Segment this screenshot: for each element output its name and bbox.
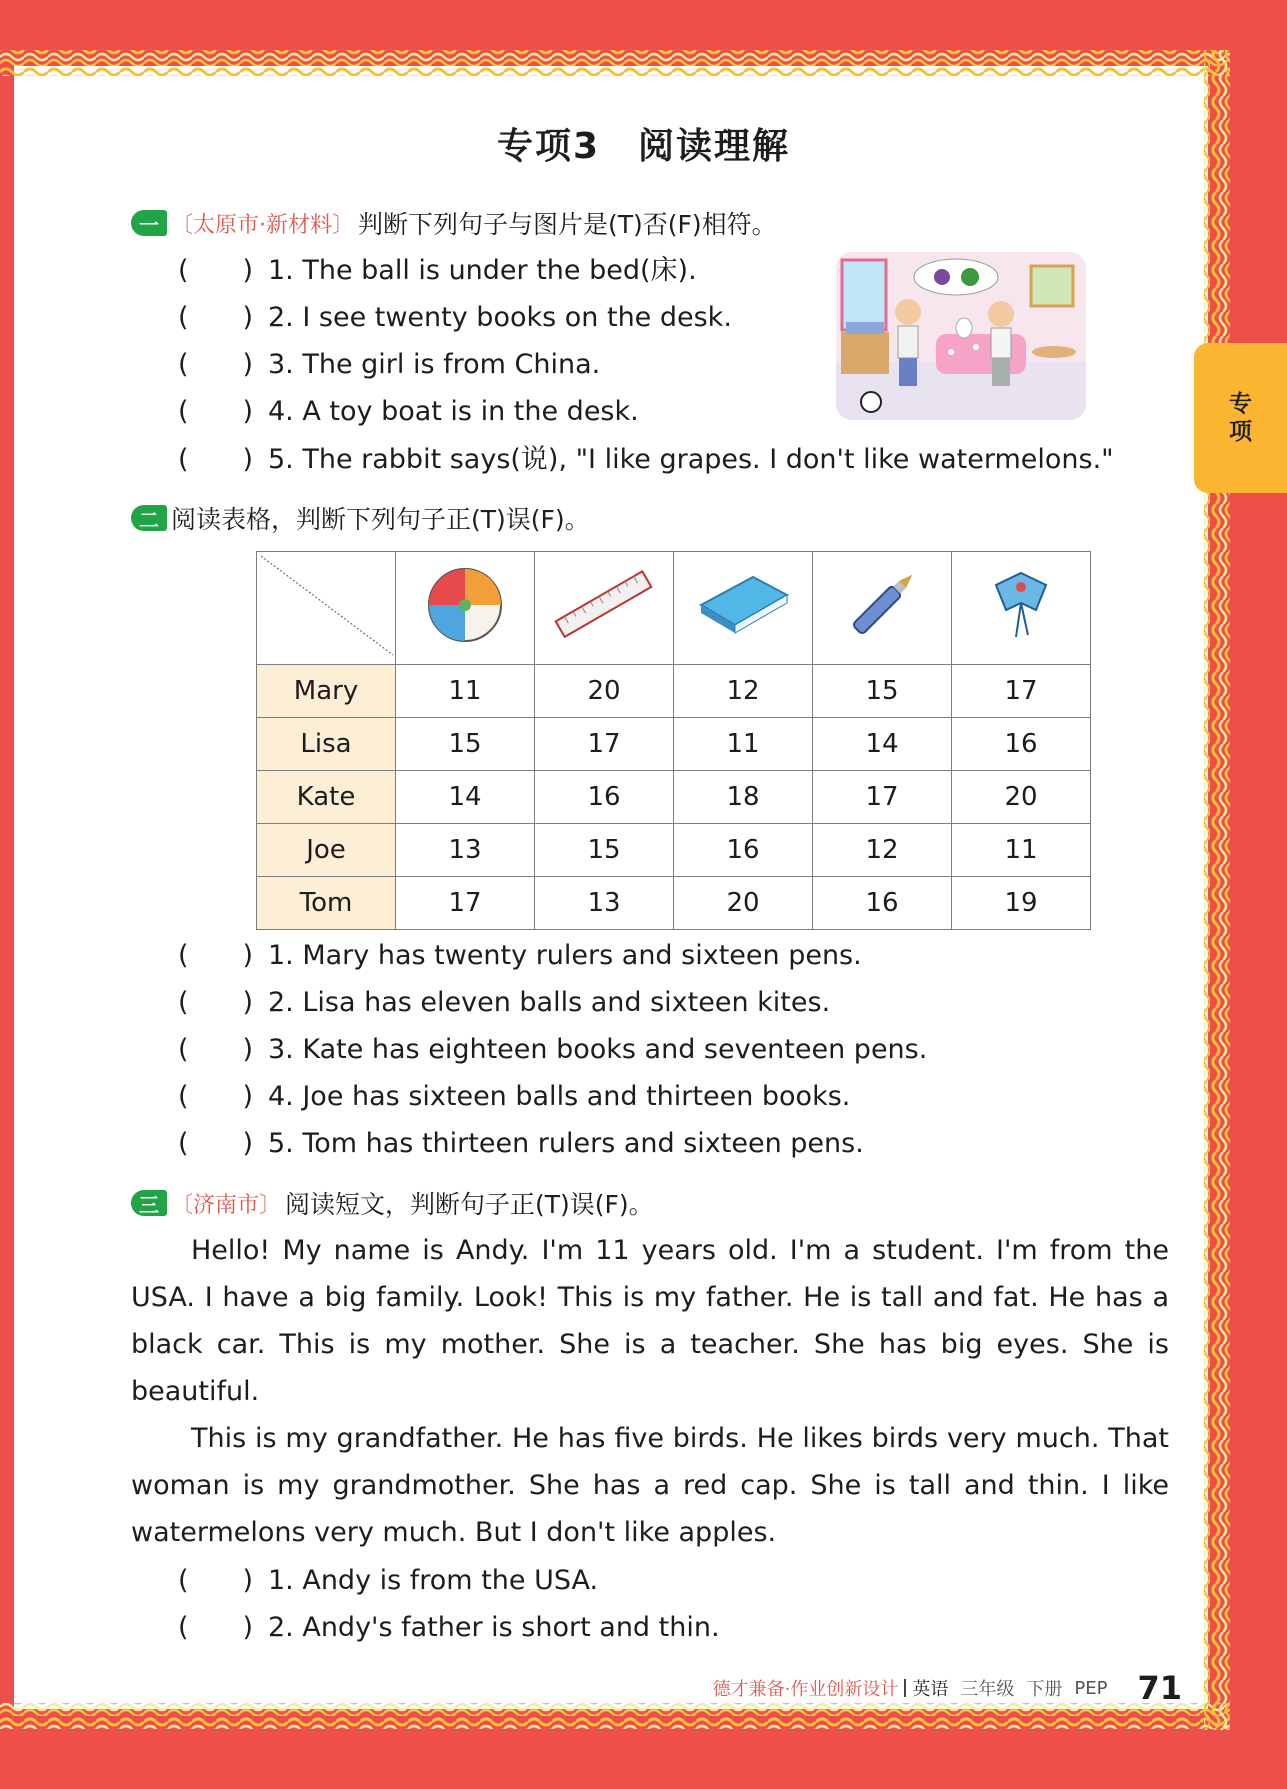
s1-question-4 bbox=[178, 392, 639, 432]
table-cell: 14 bbox=[396, 771, 535, 824]
question-text: 2. Lisa has eleven balls and sixteen kites. bbox=[268, 987, 831, 1018]
footer-volume: 下册 bbox=[1026, 1679, 1063, 1700]
answer-blank[interactable]: ( ) bbox=[178, 255, 254, 286]
table-cell: 14 bbox=[813, 718, 952, 771]
answer-blank[interactable]: ( ) bbox=[178, 444, 254, 475]
question-text: 2. I see twenty books on the desk. bbox=[268, 302, 732, 333]
section3-instruction: 阅读短文，判断句子正(T)误(F)。 bbox=[285, 1190, 654, 1219]
question-text: 3. Kate has eighteen books and seventeen pens. bbox=[268, 1034, 928, 1065]
table-cell: 20 bbox=[952, 771, 1091, 824]
table-cell: 15 bbox=[813, 665, 952, 718]
col-ball bbox=[396, 552, 535, 665]
table-cell: 18 bbox=[674, 771, 813, 824]
table-row bbox=[257, 771, 1091, 824]
section3-badge: 三 bbox=[131, 1190, 167, 1216]
pen-icon bbox=[837, 565, 927, 645]
section1-source: 〔太原市·新材料〕 bbox=[171, 212, 354, 238]
col-book bbox=[674, 552, 813, 665]
table-cell: 11 bbox=[674, 718, 813, 771]
col-kite bbox=[952, 552, 1091, 665]
answer-blank[interactable]: ( ) bbox=[178, 1034, 254, 1065]
passage-paragraph-2: This is my grandfather. He has five birds. He likes birds very much. That woman is my grandmother. She has a red cap. She is tall and thin. I like watermelons very much. But I don't like apples. bbox=[131, 1423, 1169, 1548]
footer-edition: PEP bbox=[1074, 1677, 1108, 1699]
side-tab-special-topic bbox=[1194, 343, 1287, 493]
question-text: 1. The ball is under the bed(床). bbox=[268, 255, 697, 286]
row-name: Kate bbox=[257, 771, 396, 824]
table-cell: 19 bbox=[952, 877, 1091, 930]
question-text: 2. Andy's father is short and thin. bbox=[268, 1612, 720, 1643]
ruler-icon bbox=[549, 565, 659, 645]
kite-icon bbox=[976, 565, 1066, 645]
col-ruler bbox=[535, 552, 674, 665]
question-text: 4. Joe has sixteen balls and thirteen books. bbox=[268, 1081, 851, 1112]
s2-question-4 bbox=[178, 1077, 850, 1117]
footer-divider bbox=[904, 1679, 906, 1697]
table-row bbox=[257, 824, 1091, 877]
table-cell: 20 bbox=[535, 665, 674, 718]
row-name: Mary bbox=[257, 665, 396, 718]
s1-question-5 bbox=[178, 440, 1114, 480]
question-text: 5. Tom has thirteen rulers and sixteen pens. bbox=[268, 1128, 864, 1159]
s1-question-1 bbox=[178, 251, 697, 291]
ball-icon bbox=[425, 565, 505, 645]
s2-question-1 bbox=[178, 936, 862, 976]
table-cell: 17 bbox=[535, 718, 674, 771]
table-cell: 12 bbox=[813, 824, 952, 877]
answer-blank[interactable]: ( ) bbox=[178, 349, 254, 380]
items-table bbox=[256, 551, 1091, 930]
table-cell: 13 bbox=[396, 824, 535, 877]
table-cell: 16 bbox=[813, 877, 952, 930]
page-number: 71 bbox=[1137, 1669, 1182, 1707]
side-tab-char-1: 专 bbox=[1229, 391, 1252, 417]
row-name: Joe bbox=[257, 824, 396, 877]
table-cell: 16 bbox=[674, 824, 813, 877]
question-text: 3. The girl is from China. bbox=[268, 349, 601, 380]
table-cell: 17 bbox=[952, 665, 1091, 718]
table-cell: 16 bbox=[952, 718, 1091, 771]
page-footer bbox=[713, 1669, 1182, 1707]
diagonal-corner-cell bbox=[257, 552, 396, 665]
footer-brand: 德才兼备·作业创新设计 bbox=[712, 1679, 899, 1700]
footer-grade: 三年级 bbox=[960, 1679, 1015, 1700]
table-cell: 20 bbox=[674, 877, 813, 930]
answer-blank[interactable]: ( ) bbox=[178, 302, 254, 333]
side-tab-char-2: 项 bbox=[1229, 419, 1252, 445]
table-cell: 16 bbox=[535, 771, 674, 824]
question-text: 1. Mary has twenty rulers and sixteen pens. bbox=[268, 940, 862, 971]
section3-source: 〔济南市〕 bbox=[171, 1192, 282, 1218]
table-cell: 12 bbox=[674, 665, 813, 718]
table-cell: 17 bbox=[813, 771, 952, 824]
bedroom-illustration bbox=[836, 252, 1086, 420]
s2-question-2 bbox=[178, 983, 830, 1023]
table-cell: 17 bbox=[396, 877, 535, 930]
section1-header bbox=[131, 206, 777, 240]
section2-header bbox=[131, 501, 590, 535]
table-cell: 11 bbox=[396, 665, 535, 718]
section3-header bbox=[131, 1186, 654, 1220]
table-cell: 13 bbox=[535, 877, 674, 930]
s3-question-1 bbox=[178, 1561, 598, 1601]
s1-question-2 bbox=[178, 298, 732, 338]
book-icon bbox=[693, 565, 793, 645]
footer-subject: 英语 bbox=[912, 1679, 949, 1700]
section2-badge: 二 bbox=[131, 505, 167, 531]
table-row bbox=[257, 718, 1091, 771]
s3-question-2 bbox=[178, 1608, 720, 1648]
table-row bbox=[257, 665, 1091, 718]
passage-paragraph-1: Hello! My name is Andy. I'm 11 years old. I'm a student. I'm from the USA. I have a big family. Look! This is my father. He is tall and fat. He has a black car. This is my mother. She is a teacher. She has big eyes. She is beautiful. bbox=[131, 1235, 1169, 1407]
section1-badge: 一 bbox=[131, 210, 167, 236]
answer-blank[interactable]: ( ) bbox=[178, 987, 254, 1018]
col-pen bbox=[813, 552, 952, 665]
answer-blank[interactable]: ( ) bbox=[178, 1612, 254, 1643]
answer-blank[interactable]: ( ) bbox=[178, 1565, 254, 1596]
answer-blank[interactable]: ( ) bbox=[178, 396, 254, 427]
answer-blank[interactable]: ( ) bbox=[178, 1081, 254, 1112]
row-name: Lisa bbox=[257, 718, 396, 771]
answer-blank[interactable]: ( ) bbox=[178, 1128, 254, 1159]
section2-instruction: 阅读表格，判断下列句子正(T)误(F)。 bbox=[171, 505, 590, 534]
question-text: 1. Andy is from the USA. bbox=[268, 1565, 599, 1596]
question-text: 5. The rabbit says(说), "I like grapes. I don't like watermelons." bbox=[268, 444, 1114, 475]
section1-instruction: 判断下列句子与图片是(T)否(F)相符。 bbox=[358, 210, 777, 239]
s2-question-3 bbox=[178, 1030, 927, 1070]
answer-blank[interactable]: ( ) bbox=[178, 940, 254, 971]
s2-question-5 bbox=[178, 1124, 864, 1164]
table-row bbox=[257, 877, 1091, 930]
page-title: 专项3 阅读理解 bbox=[496, 126, 791, 167]
row-name: Tom bbox=[257, 877, 396, 930]
table-cell: 11 bbox=[952, 824, 1091, 877]
s1-question-3 bbox=[178, 345, 600, 385]
table-cell: 15 bbox=[396, 718, 535, 771]
table-cell: 15 bbox=[535, 824, 674, 877]
reading-passage bbox=[131, 1227, 1169, 1556]
table-header-row bbox=[257, 552, 1091, 665]
question-text: 4. A toy boat is in the desk. bbox=[268, 396, 639, 427]
